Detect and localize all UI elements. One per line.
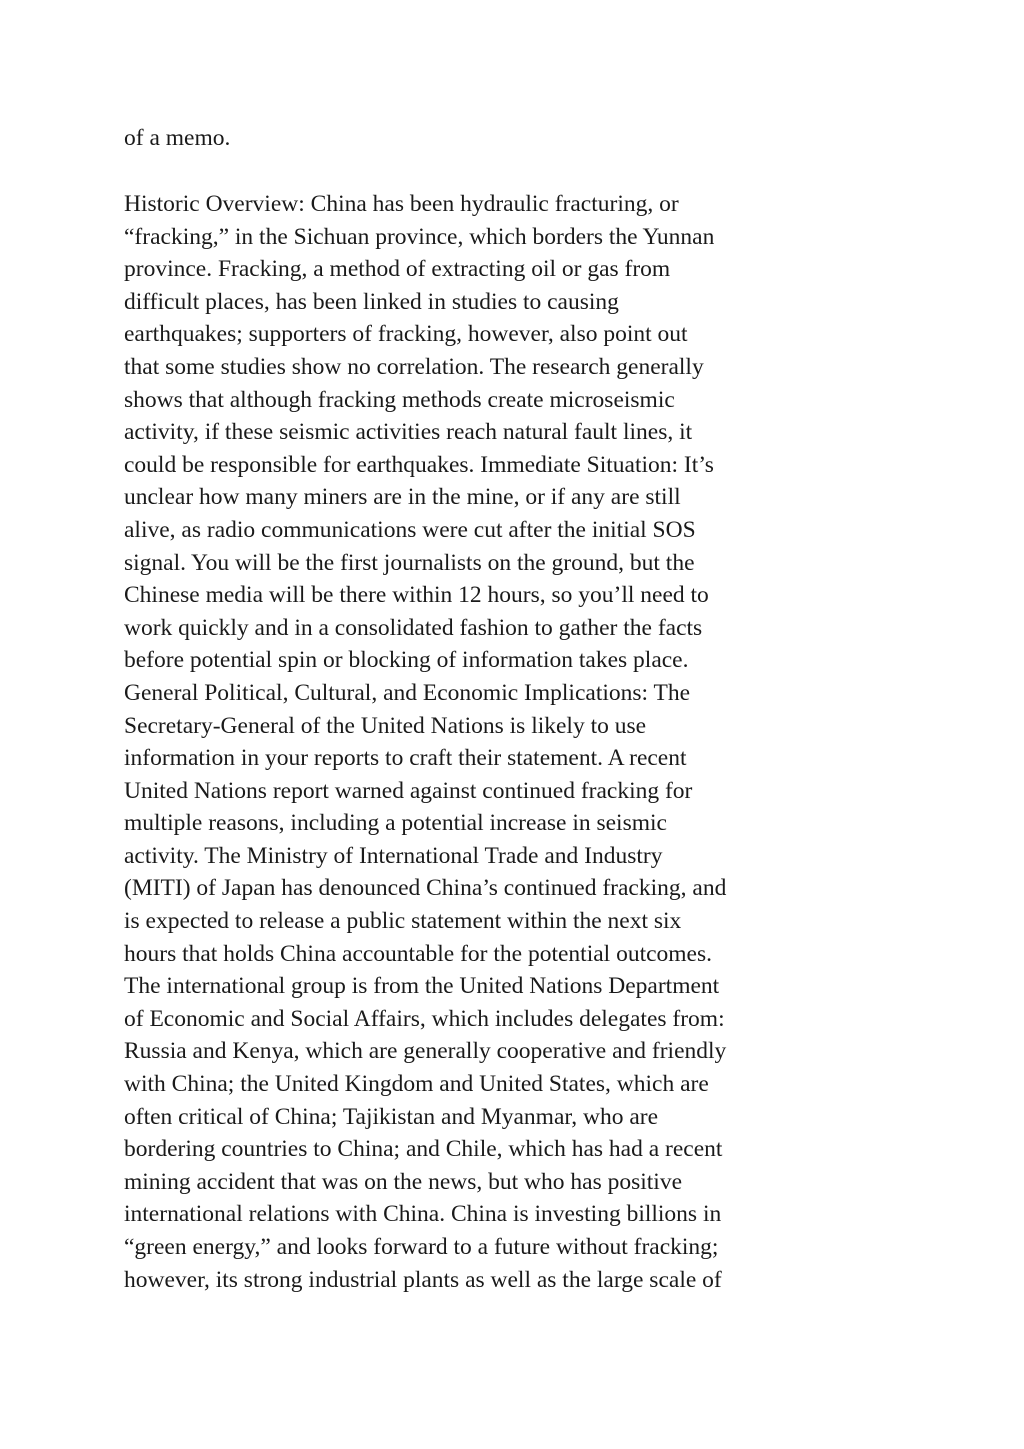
text-line: earthquakes; supporters of fracking, however, also point out bbox=[124, 321, 688, 348]
text-line: The international group is from the United Nations Department bbox=[124, 973, 720, 1000]
text-line: work quickly and in a consolidated fashion to gather the facts bbox=[124, 614, 703, 641]
text-line: alive, as radio communications were cut after the initial SOS bbox=[124, 516, 696, 543]
text-line: often critical of China; Tajikistan and Myanmar, who are bbox=[124, 1103, 659, 1130]
text-line: hours that holds China accountable for the potential outcomes. bbox=[124, 940, 713, 967]
text-line: Russia and Kenya, which are generally cooperative and friendly bbox=[124, 1038, 727, 1065]
text-line: is expected to release a public statement within the next six bbox=[124, 908, 682, 935]
text-line: Secretary-General of the United Nations is likely to use bbox=[124, 712, 647, 739]
text-line: mining accident that was on the news, but who has positive bbox=[124, 1168, 683, 1195]
text-line: “fracking,” in the Sichuan province, which borders the Yunnan bbox=[124, 223, 715, 250]
text-line: international relations with China. China is investing billions in bbox=[124, 1201, 722, 1228]
text-line: Chinese media will be there within 12 hours, so you’ll need to bbox=[124, 582, 709, 609]
text-line: with China; the United Kingdom and United States, which are bbox=[124, 1071, 709, 1098]
text-line: could be responsible for earthquakes. Immediate Situation: It’s bbox=[124, 451, 714, 478]
text-line: United Nations report warned against continued fracking for bbox=[124, 777, 693, 804]
text-line: (MITI) of Japan has denounced China’s continued fracking, and bbox=[124, 875, 727, 902]
text-line: activity, if these seismic activities reach natural fault lines, it bbox=[124, 419, 693, 446]
text-line: shows that although fracking methods create microseismic bbox=[124, 386, 675, 413]
text-line: Historic Overview: China has been hydraulic fracturing, or bbox=[124, 191, 679, 217]
text-line: signal. You will be the first journalists on the ground, but the bbox=[124, 549, 695, 576]
text-line: province. Fracking, a method of extracting oil or gas from bbox=[124, 256, 671, 283]
intro-paragraph bbox=[124, 122, 904, 155]
text-line: difficult places, has been linked in studies to causing bbox=[124, 288, 619, 315]
text-line: that some studies show no correlation. The research generally bbox=[124, 353, 704, 380]
text-line: of a memo. bbox=[124, 125, 231, 151]
text-line: however, its strong industrial plants as well as the large scale of bbox=[124, 1266, 722, 1293]
text-line: activity. The Ministry of International Trade and Industry bbox=[124, 842, 663, 869]
body-paragraph bbox=[124, 188, 904, 1296]
text-line: bordering countries to China; and Chile, which has had a recent bbox=[124, 1136, 723, 1163]
text-line: unclear how many miners are in the mine, or if any are still bbox=[124, 484, 681, 511]
text-line: multiple reasons, including a potential increase in seismic bbox=[124, 810, 667, 837]
text-line: information in your reports to craft their statement. A recent bbox=[124, 745, 687, 772]
text-line: before potential spin or blocking of information takes place. bbox=[124, 647, 689, 674]
text-line: of Economic and Social Affairs, which includes delegates from: bbox=[124, 1005, 725, 1032]
text-line: “green energy,” and looks forward to a future without fracking; bbox=[124, 1234, 719, 1260]
text-line: General Political, Cultural, and Economic Implications: The bbox=[124, 679, 691, 706]
